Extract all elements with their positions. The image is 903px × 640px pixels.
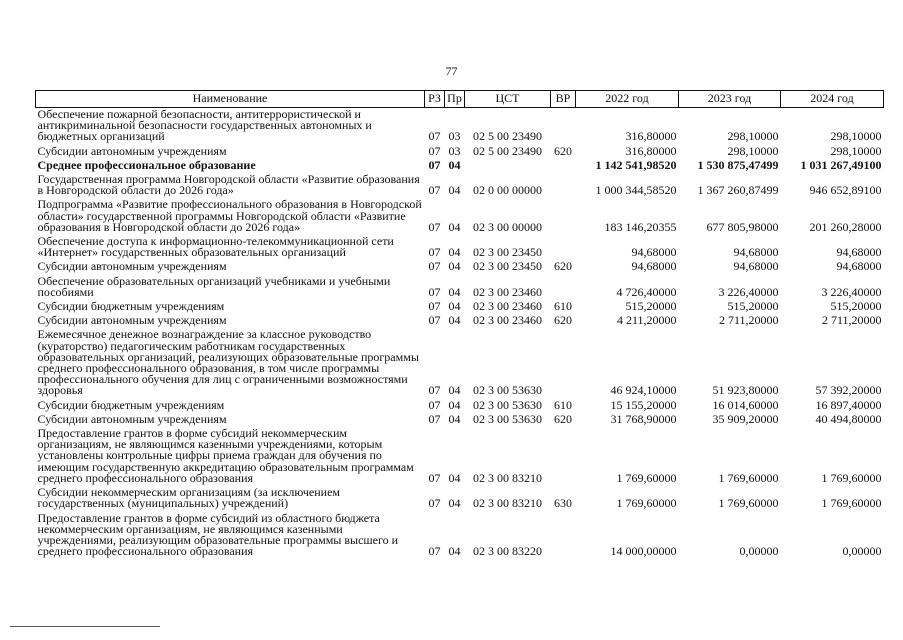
- cell-rz: 07: [428, 129, 441, 144]
- cell-name: Субсидии бюджетным учреждениям: [37, 397, 225, 412]
- cell-cst: 02 5 00 23490: [473, 129, 542, 144]
- cell-vr: 620: [554, 259, 572, 274]
- cell-rz: 07: [428, 470, 441, 485]
- table-row: [36, 300, 884, 314]
- cell-cst: 02 5 00 23490: [473, 143, 542, 158]
- cell-rz: 07: [428, 496, 441, 511]
- cell-cst: 02 3 00 53630: [473, 383, 542, 398]
- cell-name: Государственная программа Новгородской области «Развитие образования в Новгородской области до 2026 года»: [37, 172, 420, 198]
- cell-rz: 07: [428, 183, 441, 198]
- cell-rz: 07: [428, 411, 441, 426]
- table-row: [36, 159, 884, 173]
- budget-table: [35, 90, 884, 559]
- cell-pr: 03: [448, 143, 461, 158]
- cell-2024: 515,20000: [830, 299, 882, 314]
- cell-name: Обеспечение пожарной безопасности, антитеррористической и антикриминальной безопасности государственных автономных и бюджетных организаций: [37, 107, 372, 144]
- cell-2024: 1 031 267,49100: [800, 157, 882, 172]
- cell-rz: 07: [428, 299, 441, 314]
- cell-2022: 15 155,20000: [610, 397, 677, 412]
- cell-2022: 183 146,20355: [604, 219, 677, 234]
- table-row: [36, 275, 884, 300]
- cell-2022: 94,68000: [631, 259, 677, 274]
- cell-cst: 02 3 00 23450: [473, 259, 542, 274]
- table-row: [36, 198, 884, 235]
- cell-2022: 316,80000: [625, 129, 677, 144]
- cell-vr: [551, 512, 576, 560]
- cell-pr: 04: [448, 313, 461, 328]
- cell-cst: 02 3 00 83210: [473, 470, 542, 485]
- table-row: [36, 173, 884, 198]
- cell-2022: 515,20000: [625, 299, 677, 314]
- cell-2023: 677 805,98000: [706, 219, 779, 234]
- header-name: Наименование: [36, 91, 425, 108]
- cell-rz: 07: [428, 313, 441, 328]
- cell-pr: 04: [448, 397, 461, 412]
- cell-name: Среднее профессиональное образование: [37, 157, 256, 172]
- cell-rz: 07: [428, 143, 441, 158]
- cell-2024: 94,68000: [836, 245, 882, 260]
- cell-name: Субсидии автономным учреждениям: [37, 411, 227, 426]
- table-row: [36, 108, 884, 145]
- cell-name: Ежемесячное денежное вознаграждение за классное руководство (кураторство) педагогическим работникам государственных образовательных организаций, реализующих образовательные программы среднего профессионального образования, в том числе программы профессионального обучения для лиц с ограниченными возможностями здоровья: [37, 327, 419, 398]
- table-row: [36, 486, 884, 511]
- footer-divider: [10, 626, 160, 627]
- cell-pr: 04: [448, 183, 461, 198]
- table-row: [36, 413, 884, 427]
- cell-2023: 2 711,20000: [718, 313, 779, 328]
- cell-cst: [465, 159, 551, 173]
- cell-name: Обеспечение доступа к информационно-телекоммуникационной сети «Интернет» государственных образовательных организаций: [37, 234, 394, 260]
- cell-2023: 298,10000: [727, 143, 779, 158]
- cell-pr: 04: [448, 259, 461, 274]
- cell-rz: 07: [428, 284, 441, 299]
- cell-2024: 3 226,40000: [821, 284, 882, 299]
- cell-2024: 94,68000: [836, 259, 882, 274]
- cell-pr: 04: [448, 544, 461, 559]
- cell-vr: [551, 328, 576, 398]
- cell-pr: 04: [448, 470, 461, 485]
- cell-2023: 94,68000: [733, 259, 779, 274]
- cell-2023: 35 909,20000: [712, 411, 779, 426]
- cell-vr: 620: [554, 143, 572, 158]
- cell-2022: 46 924,10000: [610, 383, 677, 398]
- table-row: [36, 314, 884, 328]
- cell-2022: 94,68000: [631, 245, 677, 260]
- cell-2022: 4 726,40000: [616, 284, 677, 299]
- header-vr: ВР: [551, 91, 576, 108]
- header-year-2023: 2023 год: [679, 91, 781, 108]
- cell-pr: 04: [448, 157, 461, 172]
- cell-cst: 02 0 00 00000: [473, 183, 542, 198]
- cell-2024: 298,10000: [830, 143, 882, 158]
- cell-rz: 07: [428, 544, 441, 559]
- cell-2023: 0,00000: [739, 544, 779, 559]
- cell-name: Предоставление грантов в форме субсидий некоммерческим организациям, не являющимся казенными учреждениями, которым установлены контрольные цифры приема граждан для обучения по имеющим государственную аккредитацию образовательным программам среднего профессионального образования: [37, 426, 414, 485]
- cell-2024: 201 260,28000: [809, 219, 882, 234]
- cell-cst: 02 3 00 23460: [473, 284, 542, 299]
- cell-pr: 04: [448, 219, 461, 234]
- cell-vr: 610: [554, 299, 572, 314]
- cell-name: Субсидии автономным учреждениям: [37, 143, 227, 158]
- cell-vr: [551, 275, 576, 300]
- cell-cst: 02 3 00 00000: [473, 219, 542, 234]
- cell-rz: 07: [428, 397, 441, 412]
- table-header-row: [36, 91, 884, 108]
- cell-pr: 04: [448, 245, 461, 260]
- cell-name: Субсидии бюджетным учреждениям: [37, 299, 225, 314]
- table-row: [36, 260, 884, 274]
- header-rz: РЗ: [425, 91, 445, 108]
- cell-cst: 02 3 00 53630: [473, 397, 542, 412]
- cell-cst: 02 3 00 23460: [473, 299, 542, 314]
- cell-2024: 946 652,89100: [809, 183, 882, 198]
- cell-2023: 51 923,80000: [712, 383, 779, 398]
- cell-2023: 1 769,60000: [718, 470, 779, 485]
- header-pr: Пр: [445, 91, 465, 108]
- table-body: [36, 108, 884, 560]
- cell-rz: 07: [428, 245, 441, 260]
- cell-vr: [551, 235, 576, 260]
- cell-2023: 3 226,40000: [718, 284, 779, 299]
- cell-2023: 1 530 875,47499: [697, 157, 779, 172]
- cell-name: Субсидии автономным учреждениям: [37, 259, 227, 274]
- cell-2022: 1 142 541,98520: [595, 157, 677, 172]
- cell-cst: 02 3 00 83220: [473, 544, 542, 559]
- cell-vr: 620: [554, 411, 572, 426]
- cell-name: Обеспечение образовательных организаций учебниками и учебными пособиями: [37, 273, 391, 299]
- header-year-2024: 2024 год: [781, 91, 884, 108]
- cell-pr: 03: [448, 129, 461, 144]
- table-row: [36, 427, 884, 486]
- cell-2023: 1 367 260,87499: [697, 183, 779, 198]
- cell-2022: 31 768,90000: [610, 411, 677, 426]
- cell-2022: 1 769,60000: [616, 470, 677, 485]
- cell-vr: 630: [554, 496, 572, 511]
- cell-pr: 04: [448, 411, 461, 426]
- header-cst: ЦСТ: [465, 91, 551, 108]
- cell-cst: 02 3 00 53630: [473, 411, 542, 426]
- cell-vr: 620: [554, 313, 572, 328]
- cell-vr: [551, 159, 576, 173]
- cell-2023: 16 014,60000: [712, 397, 779, 412]
- cell-2023: 1 769,60000: [718, 496, 779, 511]
- cell-2023: 298,10000: [727, 129, 779, 144]
- cell-2023: 94,68000: [733, 245, 779, 260]
- cell-2022: 1 769,60000: [616, 496, 677, 511]
- cell-name: Субсидии некоммерческим организациям (за исключением государственных (муниципальных) учреждений): [37, 485, 341, 511]
- cell-pr: 04: [448, 383, 461, 398]
- cell-2024: 2 711,20000: [821, 313, 882, 328]
- table-row: [36, 328, 884, 398]
- page-number: 77: [445, 64, 458, 78]
- table-row: [36, 399, 884, 413]
- cell-2022: 14 000,00000: [610, 544, 677, 559]
- cell-name: Подпрограмма «Развитие профессионального образования в Новгородской области» государственной программы Новгородской области «Развитие образования в Новгородской области до 2026 года»: [37, 197, 422, 234]
- cell-cst: 02 3 00 83210: [473, 496, 542, 511]
- cell-2024: 40 494,80000: [815, 411, 882, 426]
- cell-2022: 316,80000: [625, 143, 677, 158]
- cell-rz: 07: [428, 157, 441, 172]
- cell-2024: 16 897,40000: [815, 397, 882, 412]
- cell-cst: 02 3 00 23460: [473, 313, 542, 328]
- cell-vr: [551, 173, 576, 198]
- table-row: [36, 235, 884, 260]
- cell-2024: 298,10000: [830, 129, 882, 144]
- cell-rz: 07: [428, 383, 441, 398]
- cell-2022: 4 211,20000: [616, 313, 677, 328]
- cell-rz: 07: [428, 219, 441, 234]
- cell-pr: 04: [448, 299, 461, 314]
- cell-vr: [551, 427, 576, 486]
- cell-2024: 1 769,60000: [821, 496, 882, 511]
- cell-vr: [551, 198, 576, 235]
- cell-2022: 1 000 344,58520: [595, 183, 677, 198]
- cell-pr: 04: [448, 284, 461, 299]
- header-year-2022: 2022 год: [576, 91, 679, 108]
- cell-name: Предоставление грантов в форме субсидий из областного бюджета некоммерческим организациям, не являющимся казенными учреждениями, реализующим образовательные программы высшего и среднего профессионального образования: [37, 510, 399, 559]
- cell-name: Субсидии автономным учреждениям: [37, 313, 227, 328]
- cell-2024: 1 769,60000: [821, 470, 882, 485]
- table-row: [36, 512, 884, 560]
- cell-vr: [551, 108, 576, 145]
- cell-2024: 0,00000: [842, 544, 882, 559]
- cell-cst: 02 3 00 23450: [473, 245, 542, 260]
- cell-2023: 515,20000: [727, 299, 779, 314]
- cell-vr: 610: [554, 397, 572, 412]
- cell-pr: 04: [448, 496, 461, 511]
- table-row: [36, 145, 884, 159]
- cell-rz: 07: [428, 259, 441, 274]
- cell-2024: 57 392,20000: [815, 383, 882, 398]
